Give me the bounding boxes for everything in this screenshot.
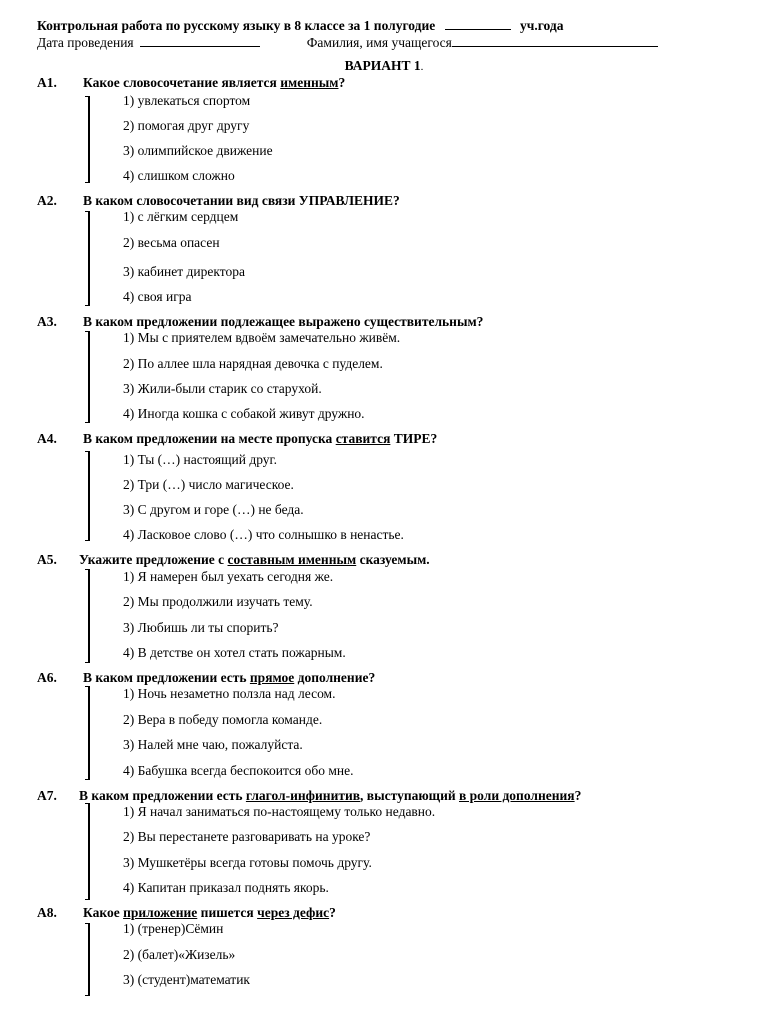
question-text-segment: Какое: [83, 905, 124, 920]
question-text-segment: В каком словосочетании вид связи УПРАВЛЕНИЕ?: [83, 193, 400, 208]
answer-option[interactable]: 4) слишком сложно: [123, 168, 235, 183]
question-emphasis: приложение: [123, 905, 198, 920]
answer-option[interactable]: 2) помогая друг другу: [123, 118, 250, 133]
question-number: А1.: [37, 75, 57, 90]
question-text-segment: В каком предложении на месте пропуска: [83, 431, 336, 446]
answer-option[interactable]: 4) В детстве он хотел стать пожарным.: [123, 645, 346, 660]
answer-option[interactable]: 4) Иногда кошка с собакой живут дружно.: [123, 406, 365, 421]
question-emphasis: ставится: [335, 431, 391, 446]
date-label: Дата проведения: [37, 35, 134, 50]
question-text-segment: Укажите предложение с: [79, 552, 228, 567]
answer-option[interactable]: 4) Ласковое слово (…) что солнышко в ненастье.: [123, 527, 404, 542]
answer-option[interactable]: 2) Вы перестанете разговаривать на уроке?: [123, 829, 371, 844]
answer-option[interactable]: 1) Я намерен был уехать сегодня же.: [123, 569, 334, 584]
answer-option[interactable]: 4) своя игра: [123, 289, 192, 304]
question-number: А5.: [37, 552, 57, 567]
question-text: [83, 194, 400, 208]
question-emphasis: прямое: [249, 670, 295, 685]
question-text: [83, 671, 375, 685]
options-bracket: [88, 96, 90, 183]
answer-option[interactable]: 1) с лёгким сердцем: [123, 209, 239, 224]
answer-option[interactable]: 3) С другом и горе (…) не беда.: [123, 502, 304, 517]
date-blank: [140, 35, 260, 47]
question-emphasis: в роли дополнения: [459, 788, 575, 803]
answer-option[interactable]: 2) (балет)«Жизель»: [123, 947, 236, 962]
name-blank: [452, 35, 658, 47]
options-bracket: [88, 569, 90, 663]
question-text-segment: ТИРЕ?: [390, 431, 438, 446]
question-text: [79, 553, 430, 567]
question-text-segment: В каком предложении есть: [79, 788, 246, 803]
options-bracket: [88, 686, 90, 780]
question-text-segment: Какое словосочетание является: [83, 75, 281, 90]
question-text-segment: сказуемым.: [356, 552, 430, 567]
question-number: А6.: [37, 670, 57, 685]
answer-option[interactable]: 4) Бабушка всегда беспокоится обо мне.: [123, 763, 354, 778]
options-bracket: [88, 451, 90, 541]
answer-option[interactable]: 2) Мы продолжили изучать тему.: [123, 594, 313, 609]
question-number: А4.: [37, 431, 57, 446]
question-text-segment: ?: [574, 788, 582, 803]
title-text: Контрольная работа по русскому языку в 8 классе за 1 полугодие: [37, 18, 436, 33]
options-bracket: [88, 803, 90, 900]
question-number: А7.: [37, 788, 57, 803]
question-text-segment: пишется: [197, 905, 258, 920]
answer-option[interactable]: 2) весьма опасен: [123, 235, 220, 250]
question-text: [83, 432, 437, 446]
question-text-segment: ?: [329, 905, 336, 920]
options-bracket: [88, 211, 90, 306]
question-number: А3.: [37, 314, 57, 329]
question-emphasis: составным именным: [227, 552, 357, 567]
answer-option[interactable]: 3) Мушкетёры всегда готовы помочь другу.: [123, 855, 372, 870]
question-number: А2.: [37, 193, 57, 208]
answer-option[interactable]: 4) Капитан приказал поднять якорь.: [123, 880, 329, 895]
answer-option[interactable]: 3) олимпийское движение: [123, 143, 273, 158]
question-text-segment: В каком предложении есть: [83, 670, 250, 685]
answer-option[interactable]: 3) Жили-были старик со старухой.: [123, 381, 322, 396]
question-text: [83, 906, 336, 920]
question-text-segment: , выступающий: [360, 788, 459, 803]
options-bracket: [88, 331, 90, 423]
question-emphasis: именным: [280, 75, 339, 90]
answer-option[interactable]: 1) увлекаться спортом: [123, 93, 251, 108]
answer-option[interactable]: 3) Любишь ли ты спорить?: [123, 620, 279, 635]
options-bracket: [88, 923, 90, 996]
question-text: [83, 76, 345, 90]
question-emphasis: глагол-инфинитив: [245, 788, 361, 803]
worksheet-title: [37, 18, 563, 33]
answer-option[interactable]: 3) (студент)математик: [123, 972, 250, 987]
question-text: [83, 315, 483, 329]
student-info-line: [37, 35, 658, 50]
answer-option[interactable]: 1) Ты (…) настоящий друг.: [123, 452, 277, 467]
answer-option[interactable]: 2) По аллее шла нарядная девочка с пуделем.: [123, 356, 383, 371]
question-text-segment: дополнение?: [294, 670, 376, 685]
year-suffix: уч.года: [519, 18, 564, 33]
answer-option[interactable]: 3) Налей мне чаю, пожалуйста.: [123, 737, 303, 752]
question-emphasis: через дефис: [257, 905, 330, 920]
answer-option[interactable]: 1) Мы с приятелем вдвоём замечательно живём.: [123, 330, 401, 345]
variant-label: ВАРИАНТ 1: [344, 58, 421, 73]
answer-option[interactable]: 1) (тренер)Сёмин: [123, 921, 224, 936]
question-text-segment: ?: [338, 75, 346, 90]
year-blank: [445, 18, 511, 30]
variant-dot: .: [420, 61, 424, 73]
question-text: [79, 789, 581, 803]
name-label: Фамилия, имя учащегося: [306, 35, 452, 50]
answer-option[interactable]: 3) кабинет директора: [123, 264, 245, 279]
answer-option[interactable]: 1) Я начал заниматься по-настоящему только недавно.: [123, 804, 436, 819]
answer-option[interactable]: 2) Три (…) число магическое.: [123, 477, 294, 492]
answer-option[interactable]: 1) Ночь незаметно ползла над лесом.: [123, 686, 336, 701]
answer-option[interactable]: 2) Вера в победу помогла команде.: [123, 712, 323, 727]
question-number: А8.: [37, 905, 57, 920]
variant-heading: [0, 59, 768, 73]
question-text-segment: В каком предложении подлежащее выражено существительным?: [83, 314, 484, 329]
